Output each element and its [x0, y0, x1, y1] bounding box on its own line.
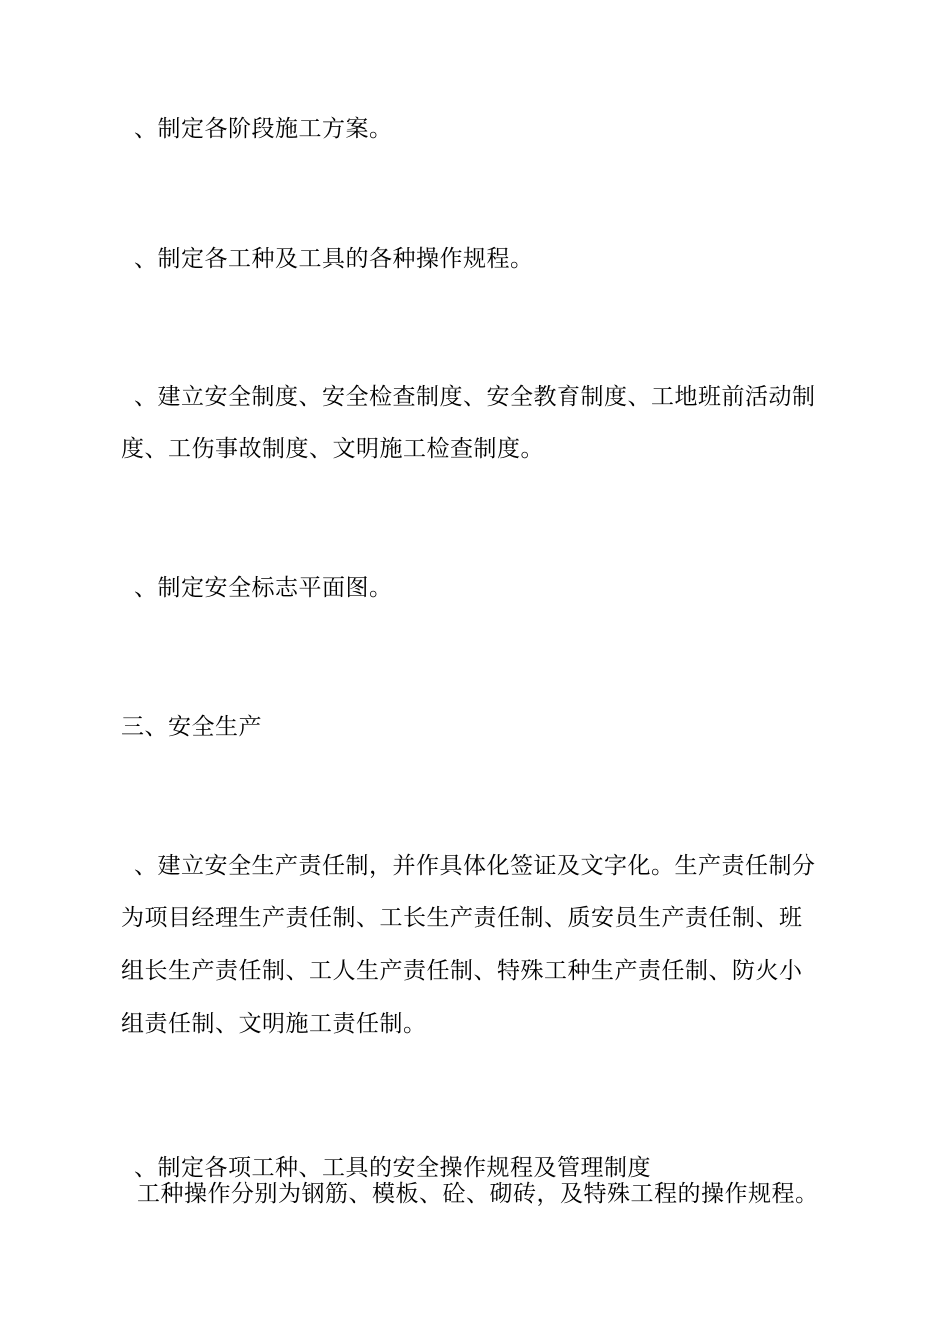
item-responsibility-line4: 组责任制、文明施工责任制。 [121, 1011, 427, 1037]
item-safety-sign-plan: 、制定安全标志平面图。 [134, 575, 393, 601]
item-safety-system-line1: 、建立安全制度、安全检查制度、安全教育制度、工地班前活动制 [134, 384, 816, 410]
item-safety-system-line2: 度、工伤事故制度、文明施工检查制度。 [121, 436, 544, 462]
item-responsibility-line2: 为项目经理生产责任制、工长生产责任制、质安员生产责任制、班 [121, 905, 803, 931]
item-responsibility-line3: 组长生产责任制、工人生产责任制、特殊工种生产责任制、防火小 [121, 958, 803, 984]
item-management-rules-line2: 工种操作分别为钢筋、模板、砼、砌砖，及特殊工程的操作规程。 [137, 1181, 819, 1207]
section-heading: 三、安全生产 [121, 714, 262, 740]
item-management-rules-line1: 、制定各项工种、工具的安全操作规程及管理制度 [134, 1155, 651, 1181]
item-operation-rules: 、制定各工种及工具的各种操作规程。 [134, 246, 534, 272]
item-construction-plan: 、制定各阶段施工方案。 [134, 116, 393, 142]
item-responsibility-line1: 、建立安全生产责任制，并作具体化签证及文字化。生产责任制分 [134, 853, 816, 879]
